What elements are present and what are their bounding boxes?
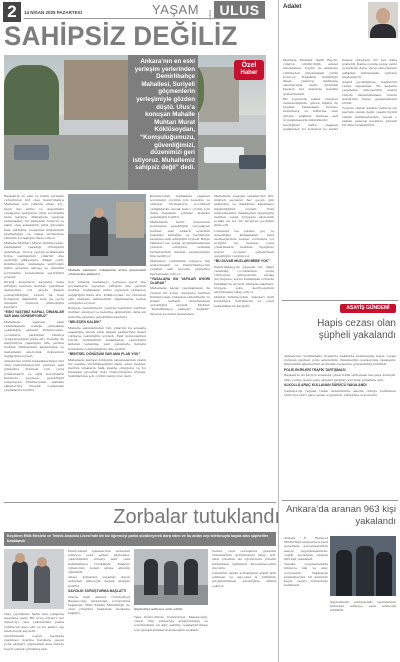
ankara-p1: Ankara İl Emniyet Müdürlüğü ekiplerince kent genelinde gerçekleştirilen asayiş uygulamalarında, çeşitli suçlardan aranan 963 kişi yakalandı. (284, 536, 328, 562)
columnist-photo (368, 2, 398, 38)
ankara-body-2 (330, 600, 396, 658)
main-p5: Ankara’nın köklü mahallelerinden biri olan Demirlibahçe’nin yeniden eski günlerine dönmesi için yerel yönetimlerin ve ilgili kurumların harekete geçmesi gerektiğini vurgulayan Köklüsoydan, mahalle sakinleriyle düzenli toplantılar yaptıklarını belirtti. (4, 358, 64, 393)
main-p1: Başkentin en eski ve köklü yerleşim yerlerinden biri olan Demirlibahçe Mahallesi son yıllarda artan göç, kayıt dışı nüfus ve denetimsiz yapılaşma nedeniyle ciddi sorunlarla karşı karşıya. Mahallede yaşayan vatandaşlar, bir zamanlar huzurlu ve sakin olan sokakların artık güvensiz hale geldiğini, komşuluk ilişkilerinin zayıfladığını ve temel hizmetlere erişimin zorlaştığını ifade ediyor. (4, 194, 64, 241)
main-p9: Mahallede kentsel dönüşüm çalışmalarının planlı bir şekilde yürütülmediğini ifade eden muhtar, metruk binaların hâlâ ayakta olduğunu ve bu binaların güvenlik riski oluşturduğunu söyledi. Yetkililerden acil çözüm bekliyoruz dedi. (68, 357, 146, 379)
columnist-p3: Geçtiğimiz hafta yaşanan gelişmeler, bu konunun ne kadar hassas olduğunu bir kez daha gösterdi. Kamuoyunda geniş yankı uyandıran dava, yargı süreçlerinin şeffaflığı tartışmasını yeniden alevlendirdi. (283, 58, 397, 132)
zorbalar-col-4 (212, 549, 276, 660)
zorbalar-p2: Görüntülerin sosyal medyada yayılması üzerine harekete geçen polis ekipleri, şüphelileri kısa sürede tespit ederek gözaltına aldı. (4, 634, 64, 651)
zorbalar-lead: Keçiören Etlik Mesleki ve Teknik Anadolu Lisesi’nde bir kız öğrenciyi parka sürükleyerek darp eden ve bu anları cep telefonuyla kayda alan şüpheliler tutuklandı. (4, 532, 276, 546)
asayis-p2: Başkentte iki sürücü arasında çıkan trafik tartışması kavgaya dönüştü. Olay yerine gelen polis ekipleri tarafları ayırarak gözaltına aldı. (284, 373, 396, 382)
main-p13: Mahallede kaçak yapılaşmanın da önemli bir sorun olduğunu belirten Köklüsoydan, ruhsatsız eklentilerin ve izinsiz katların denetlenmesi gerektiğini söyledi. Muhtar, “Demirlibahçe sahipsiz değildir” diyerek sözlerini tamamladı. (150, 286, 210, 316)
badge-line2: Haber (240, 70, 258, 76)
main-p11: Mahallenin tarihi dokusunun korunması gerektiğini vurgulayan muhtar, eski Ankara evlerinin bakımsız kaldığını ve bazılarının kaderine terk edildiğini söyledi. Bölge sakinleri ise sokak aydınlatmalarının yetersiz olduğunu, temizlik hizmetlerinin düzenli yapılmadığını dile getiriyor. (150, 220, 210, 258)
main-p17: Muhtar Köklüsoydan, talepleri ilgili kurumlara ilettiklerini ve yanıt beklediklerini kaydetti. (214, 295, 274, 308)
asayis-p1: Ankara’nın Yenimahalle ilçesinde hakkında kesinleşmiş hapis cezası bulunan şüpheli, polis ekiplerinin düzenlediği operasyonla yakalandı. Şüphelinin işlemlerinin ardından cezaevine gönderildiği bildirildi. (284, 354, 396, 367)
ozel-haber-badge (234, 60, 264, 80)
zorbalar-photo-caption: Şüpheliler adliyeye sevk edildi. (134, 607, 183, 611)
main-sub1: “ESKİ YAŞTIMIZ KAPALI, DİNANLAR VAR AMA GÖREMİYORUZ” (4, 310, 64, 319)
main-p4: Mahallede yaşayan yaşlı vatandaşların sokağa çıkmaktan çekindiğini aktaran Köklüsoydan, çocukların parklarda rahatça oynayamadığını ifade etti. Esnafın da mağduriyet yaşadığını dile getiren muhtar, dükkânların kapandığını ve mahallenin ekonomik dokusunun değiştiğini söyledi. (4, 320, 64, 358)
badge-line1: Özel (241, 62, 257, 69)
main-p3: Kiralık konutların sayısının hızla arttığını belirten muhtar, apartman dairelerine çok sayıda kişinin yerleştirildiğini, bunun da hem komşuluk ilişkilerini hem de çevre düzenini olumsuz etkilediğini kaydetti. (4, 280, 64, 310)
main-p10: Köklüsoydan, mahallede yaşanan sorunların çözümü için belediye ve emniyet birimleriyle koordineli çalıştıklarını ancak kalıcı çözüm için daha kapsamlı adımlar atılması gerektiğini belirtti. (150, 194, 210, 220)
asayis-sub1: POLİS EKİPLERİ TRAFİK TARTIŞMASI (284, 367, 346, 372)
zorbalar-p4: Ailesi, kızlarının yaşadığı olayın ardından psikolojik destek aldığını belirtti. (68, 575, 130, 588)
asayis-headline: Hapis cezası olan şüpheli yakalandı (317, 318, 396, 341)
zorbalar-rule (4, 502, 276, 503)
sidebar-divider (278, 0, 279, 662)
asayis-label: ASAYİŞ GÜNDEMİ (340, 304, 396, 313)
zorbalar-p5: Olayla ilgili Ankara Cumhuriyet Başsavcılığı tarafından soruşturma başlatıldı. Milli Eğitim Müdürlüğü de okul yönetimi hakkında inceleme başlattı. (68, 594, 130, 616)
main-p12: Mahalleli, yetkililerin bölgeye ilgi göstermesini ve Demirlibahçe’nin yeniden eski huzurlu günlerine kavuşmasını istiyor. (150, 259, 210, 276)
asayis-p3: Çankaya’da yapılan trafik denetiminde alkollü olduğu belirlenen sürücüye idari para cezası uygulandı, ehliyetine el konuldu. (284, 388, 396, 397)
intro-box-overlay: Ankara’nın en eski yerleşim yerlerinden Demirlibahçe Mahallesi, Suriyeli göçmenlerin yerleşimiyle gözden düştü. Ulus’a konuşan Mahalle Muhtarı Murat Köklüsoydan, “Komşuluğumuzu, güvenliğimizi, düzenimizi geri istiyoruz. Muhallemiz sahipsiz değil” dedi. (128, 55, 198, 190)
main-p8: Mahalle sakinlerinden biri, yıllardır bu sokakta yaşadığını ancak artık akşam saatlerinde dışarı çıkmaya çekindiğini söyledi. Eski komşularının büyük bölümünün mahalleden taşındığını aktaran vatandaş, yeni gelenlerle iletişim kurmakta zorlandıklarını dile getirdi. (68, 325, 146, 351)
columnist-p1: Merhum Mehmet Salih Bey’in, yıllarca sürdürdüğü adalet mücadelesi, bugün de anlamını yitirmeden gündemdeki yerini koruyor. Hukukun üstünlüğü ilkesi, yalnızca mahkeme salonlarında değil, gündelik hayatın her alanında kendini göstermelidir. (283, 58, 338, 96)
zorbalar-sub1: SAVCILIK SORUŞTURMA BAŞLATTI (68, 588, 127, 593)
ankara-headline: Ankara’da aranan 963 kişi yakalandı (286, 504, 396, 527)
columnist-p4: Adalet geciktiğinde, mağdurun yarası kapanmaz. Bu nedenle yargılama süreçlerinin makul sürede tamamlanması, hukuk devletinin temel gereklerinden biridir. (342, 80, 397, 106)
zorbalar-photo-2 (134, 549, 208, 605)
resident-photo (68, 194, 146, 266)
section-title: YAŞAM (152, 2, 200, 17)
asayis-body (284, 354, 396, 424)
zorbalar-p6: Yaşa Kontrolünde Cumhuriyet Başsavcılığı, olayın tüm yönleriyle araştırıldığını ve sorumluların en ağır şekilde cezalandırılması için gerekli adımların atılacağını açıkladı. (134, 615, 208, 632)
brand-logo: ULUS (214, 1, 265, 19)
zorbalar-p1: Olay, geçtiğimiz hafta okul çıkışında meydana geldi. Bir grup öğrenci, kız öğrenciyi okul yakınındaki parka götürerek darp etti ve bu anları cep telefonuyla kaydetti. (4, 612, 64, 633)
main-col-4 (214, 194, 274, 494)
main-p14: Mahallede yaşayan esnaflardan biri, müşteri sayısının her geçen gün azaldığını ve dükkânını kapatmayı düşündüğünü söyledi. Eski müşterilerinin mahalleden taşındığını belirten esnaf, bölgenin ekonomik açıdan da zor bir süreçten geçtiğini ifade etti. (214, 194, 274, 228)
zorbalar-p7: Veliler, okul çevresinde güvenlik önlemlerinin artırılmasını talep etti. Okul yönetimi ise öğrencilere yönelik farkındalık eğitimleri düzenleneceğini duyurdu. (212, 549, 276, 570)
zorbalar-col-3 (134, 615, 208, 660)
columnist-label: Adalet (283, 4, 302, 10)
zorbalar-headline: Zorbalar tutuklandı (113, 506, 280, 528)
brand-small: HABER (208, 10, 212, 21)
zorbalar-col-1 (4, 612, 64, 660)
main-p2: Mahalle Muhtarı Murat Köklüsoydan, mahallenin yaşadığı dönüşümü anlatırken, Ulus’a yaptığı açıklamada bölge sakinlerinin yıllardır dile getirdiği şikâyetlere dikkat çekti. Köklüsoydan, mahallede kontrolsüz nüfus artışının altyapı ve güvenlik sorunlarını beraberinde getirdiğini söyledi. (4, 241, 64, 279)
main-col-1 (4, 194, 64, 494)
main-sub5: “BU DUVAR MUZLARI BEBE YOK” (214, 259, 270, 264)
main-p6: Son yıllarda mahalleye yerleşen kayıt dışı göçmenlerin sayısının arttığını dile getiren muhtar, mahallenin nüfus yapısının tamamen değiştiğini ifade etti. Köklüsoydan, bu durumun eski mahalle sakinlerinin taşınmasına neden olduğunu söyledi. (68, 280, 146, 306)
zorbalar-col-2 (68, 549, 130, 660)
main-p7: Bölgede denetimlerin yetersiz kaldığını belirten muhtar, emniyet ve belediye ekiplerinin daha sık denetim yapması gerektiğini kaydetti. (68, 306, 146, 319)
main-col-2 (68, 280, 146, 500)
zorbalar-photo (4, 549, 64, 609)
ankara-p2: Yapılan uygulamalarda binlerce kişi ve araç sorgulandı. Yakalanan şüphelilerden bir kısmının hapis cezası bulunduğu belirlendi. (284, 562, 328, 588)
main-sub3: “BENTSEL DÖNÜŞÜM VAR AMA PLAN YOK” (68, 351, 141, 356)
asayis-sub2: ALKOLLÜ ARAÇ KULLANAN SÜRÜCÜ YAKALANDI (284, 382, 367, 387)
ankara-body (284, 536, 328, 658)
main-p16: Demirlibahçe’de yaşayan bir diğer vatandaş, çocuklarının okula yürüyerek gitmesinden endişe duyduğunu, servis kullanmak zorunda kaldıklarını söyledi. Mahalle sakinleri, bölgede polis devriyelerinin artırılmasını talep ediyor. (214, 264, 274, 295)
ankara-rule (282, 500, 398, 501)
asayis-rule (282, 300, 398, 301)
main-sub2: “NELEÇEN KALDIK” (68, 319, 102, 324)
ankara-p3: Şüphelilerin emniyetteki işlemlerinin ardından adliyeye sevk edileceği bildirildi. (330, 600, 396, 613)
main-col-3 (150, 194, 210, 494)
header-rule (24, 18, 264, 19)
issue-date: 14 NİSAN 2025 PAZARTESİ (24, 10, 82, 15)
ankara-photo (330, 536, 396, 596)
columnist-p5: Toplum olarak adaleti yalnızca bir kavram olarak değil, yaşam biçimi olarak benimsemeliyiz. Ancak o zaman gelecek nesillere güvenli bir ülke bırakabiliriz. (342, 106, 397, 128)
zorbalar-p3: Emniyetteki işlemlerinin ardından adliyeye sevk edilen şüpheliler, çıkarıldıkları nöbetçi sulh ceza hakimliğince tutuklandı. Mağdur öğrencinin tedavi altına alındığı öğrenildi. (68, 549, 130, 575)
main-sub4: “YASALARA BU YAPILAR AYKIRI OLARAK” (150, 276, 210, 285)
page-number: 2 (3, 2, 21, 22)
resident-photo-caption: Mahalle sakinleri, sokaklarda artan güvensizlik ortamından şikâyetçi. (68, 268, 146, 277)
zorbalar-p8: Uzmanlar, akran zorbalığının erken fark edilmesi ve aile-okul iş birliğinin güçlendirilmesi gerektiğine dikkat çekiyor. (212, 571, 276, 588)
main-p15: Uzmanlar ise plansız göç ve denetimsiz kiralamanın kent merkezlerinde benzer sorunlara yol açtığını, bu nedenle yerel yönetimlerin mahalle ölçeğinde sosyal projeler geliştirmesi gerektiğini vurguluyor. (214, 228, 274, 258)
main-headline: SAHİPSİZ DEĞİLİZ (4, 21, 238, 51)
columnist-p2: Bir toplumda adalet duygusu zedelendiğinde, güven ilişkisi de zayıflar. Vatandaşın devlete, kurumlara ve birbirine olan güveni, adaletin herkese eşit uygulanmasıyla mümkündür. (283, 96, 338, 122)
columnist-body (283, 58, 397, 298)
